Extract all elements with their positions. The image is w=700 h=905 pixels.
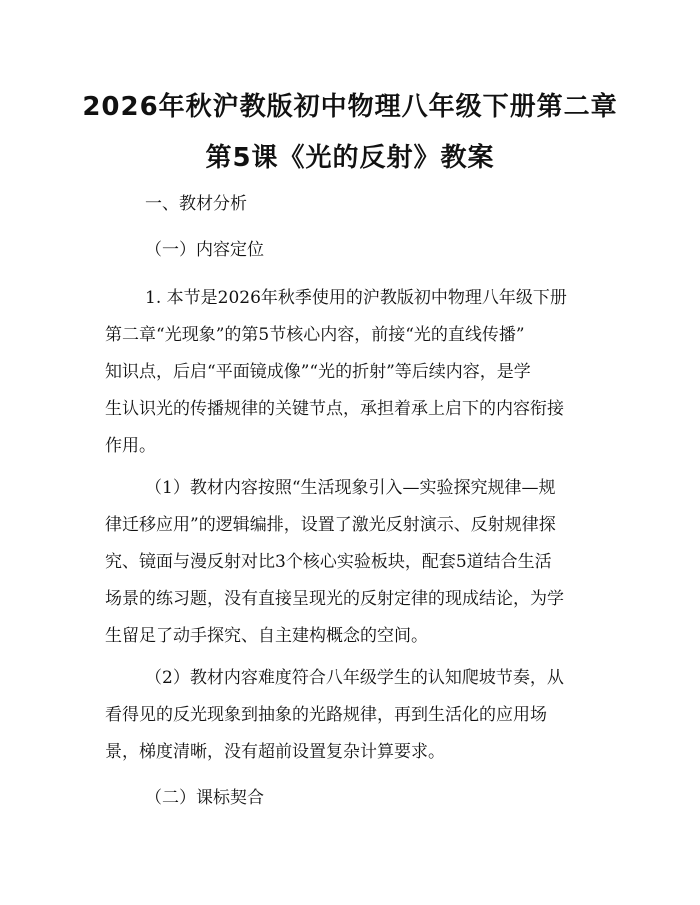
paragraph-line: 1. 本节是2026年秋季使用的沪教版初中物理八年级下册: [145, 288, 567, 308]
subsection-heading-curriculum-standard-alignment: （二）课标契合: [145, 788, 264, 808]
paragraph-line: 生留足了动手探究、自主建构概念的空间。: [105, 626, 428, 646]
paragraph-line: 律迁移应用”的逻辑编排，设置了激光反射演示、反射规律探: [105, 515, 556, 535]
paragraph-line: 景，梯度清晰，没有超前设置复杂计算要求。: [105, 742, 445, 762]
paragraph-line: （1）教材内容按照“生活现象引入—实验探究规律—规: [145, 478, 556, 498]
paragraph-line: 看得见的反光现象到抽象的光路规律，再到生活化的应用场: [105, 705, 547, 725]
paragraph-line: 知识点，后启“平面镜成像”“光的折射”等后续内容，是学: [105, 362, 531, 382]
paragraph-line: 究、镜面与漫反射对比3个核心实验板块，配套5道结合生活: [105, 552, 552, 572]
subsection-heading-content-positioning: （一）内容定位: [145, 240, 264, 260]
paragraph-line: 第二章“光现象”的第5节核心内容，前接“光的直线传播”: [105, 325, 525, 345]
document-title-line-2: 第5课《光的反射》教案: [205, 143, 495, 173]
paragraph-line: （2）教材内容难度符合八年级学生的认知爬坡节奏，从: [145, 668, 564, 688]
paragraph-line: 作用。: [105, 436, 156, 456]
document-title-line-1: 2026年秋沪教版初中物理八年级下册第二章: [82, 92, 618, 122]
paragraph-line: 生认识光的传播规律的关键节点，承担着承上启下的内容衔接: [105, 399, 564, 419]
paragraph-line: 场景的练习题，没有直接呈现光的反射定律的现成结论，为学: [105, 589, 564, 609]
section-heading-teaching-material-analysis: 一、教材分析: [145, 194, 247, 214]
